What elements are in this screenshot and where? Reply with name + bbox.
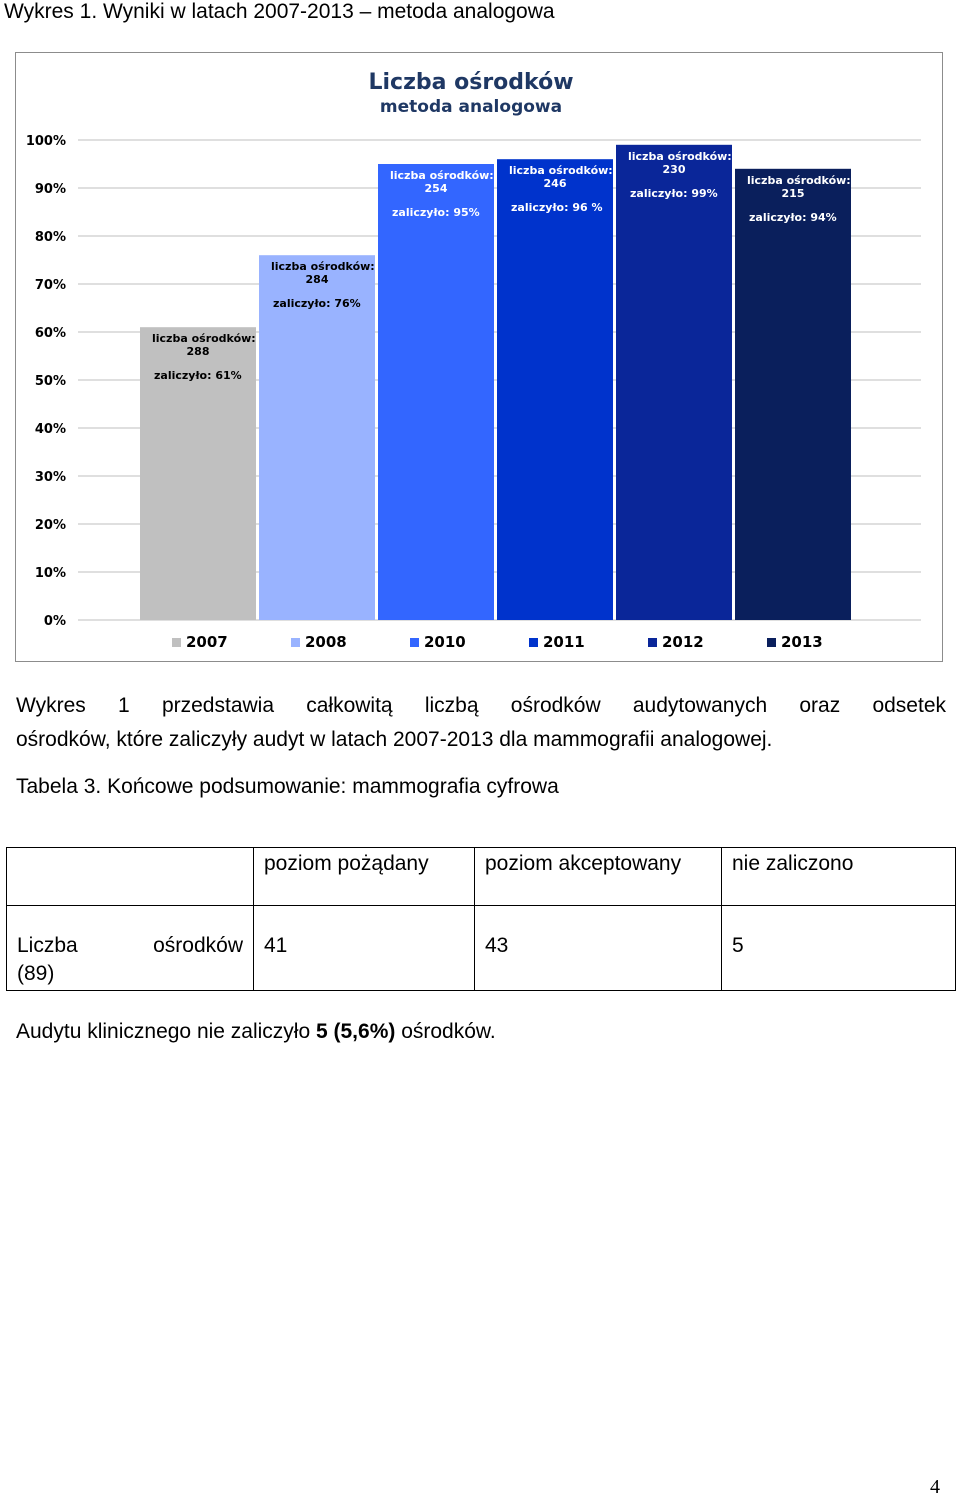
data-label-passed: zaliczyło: 94%	[749, 210, 837, 224]
data-label-title: liczba ośrodków:	[152, 332, 256, 346]
legend-swatch	[648, 638, 657, 647]
table-cell-failed: 5	[722, 906, 956, 991]
y-tick-label: 10%	[34, 566, 66, 581]
table-cell-desired: 41	[254, 906, 475, 991]
footer-text	[16, 1020, 496, 1044]
bar	[616, 145, 732, 620]
table-cell-acceptable: 43	[475, 906, 722, 991]
legend-swatch	[529, 638, 538, 647]
y-tick-label: 20%	[34, 518, 66, 533]
bar	[497, 159, 613, 620]
data-label-count: 230	[662, 162, 686, 176]
summary-table	[6, 847, 956, 991]
y-tick-label: 70%	[34, 278, 66, 293]
legend-swatch	[291, 638, 300, 647]
row-label-line-2: (89)	[17, 962, 55, 985]
data-label-title: liczba ośrodków:	[390, 169, 494, 182]
figure-caption: Wykres 1. Wyniki w latach 2007-2013 – metoda analogowa	[4, 0, 555, 23]
footer-suffix: ośrodków.	[395, 1020, 496, 1043]
legend-swatch	[767, 638, 776, 647]
data-label-passed: zaliczyło: 61%	[154, 369, 242, 383]
y-tick-label: 90%	[34, 182, 66, 197]
bar	[735, 169, 851, 620]
data-label-passed: zaliczyło: 95%	[392, 206, 480, 219]
chart-title: Liczba ośrodków	[368, 70, 574, 95]
page-number: 4	[930, 1476, 940, 1498]
legend-swatch	[410, 638, 419, 647]
bar-chart	[15, 52, 943, 662]
footer-bold: 5 (5,6%)	[316, 1020, 396, 1043]
data-label-passed: zaliczyło: 76%	[273, 297, 361, 311]
table-caption: Tabela 3. Końcowe podsumowanie: mammografia cyfrowa	[16, 775, 559, 798]
table-row	[7, 906, 956, 991]
chart-svg	[16, 53, 942, 661]
paragraph-line-1: Wykres 1 przedstawia całkowitą liczbą ośrodków audytowanych oraz odsetek	[16, 694, 946, 717]
data-label-title: liczba ośrodków:	[271, 260, 375, 274]
table-header-acceptable: poziom akceptowany	[475, 848, 722, 906]
chart-subtitle: metoda analogowa	[379, 97, 563, 117]
legend-label: 2008	[305, 633, 347, 651]
y-tick-label: 0%	[43, 614, 66, 629]
legend-label: 2011	[543, 633, 585, 651]
data-label-count: 246	[543, 177, 567, 191]
y-tick-label: 30%	[34, 470, 66, 485]
table-header-failed: nie zaliczono	[722, 848, 956, 906]
y-tick-label: 100%	[25, 134, 66, 149]
y-tick-label: 60%	[34, 326, 66, 341]
y-tick-label: 80%	[34, 230, 66, 245]
table-header-desired: poziom pożądany	[254, 848, 475, 906]
legend-label: 2013	[781, 633, 823, 651]
legend-label: 2007	[186, 633, 228, 651]
data-label-passed: zaliczyło: 99%	[630, 186, 718, 200]
data-label-passed: zaliczyło: 96 %	[511, 201, 603, 215]
bar	[378, 164, 494, 620]
table-header-empty	[7, 848, 254, 906]
table-header-row	[7, 848, 956, 906]
paragraph-line-2: ośrodków, które zaliczyły audyt w latach 2007-2013 dla mammografii analogowej.	[16, 728, 773, 751]
legend-label: 2012	[662, 633, 704, 651]
data-label-title: liczba ośrodków:	[747, 173, 851, 187]
data-label-count: 284	[305, 273, 329, 287]
data-label-count: 288	[186, 345, 210, 359]
footer-prefix: Audytu klinicznego nie zaliczyło	[16, 1020, 316, 1043]
legend-label: 2010	[424, 633, 466, 651]
y-tick-label: 50%	[34, 374, 66, 389]
table-row-label	[7, 906, 254, 991]
data-label-title: liczba ośrodków:	[628, 149, 732, 163]
row-label-word-1: Liczba	[17, 934, 78, 957]
data-label-count: 215	[781, 186, 805, 200]
y-tick-label: 40%	[34, 422, 66, 437]
data-label-count: 254	[424, 182, 448, 195]
legend-swatch	[172, 638, 181, 647]
data-label-title: liczba ośrodków:	[509, 164, 613, 178]
row-label-word-2: ośrodków	[153, 934, 243, 957]
